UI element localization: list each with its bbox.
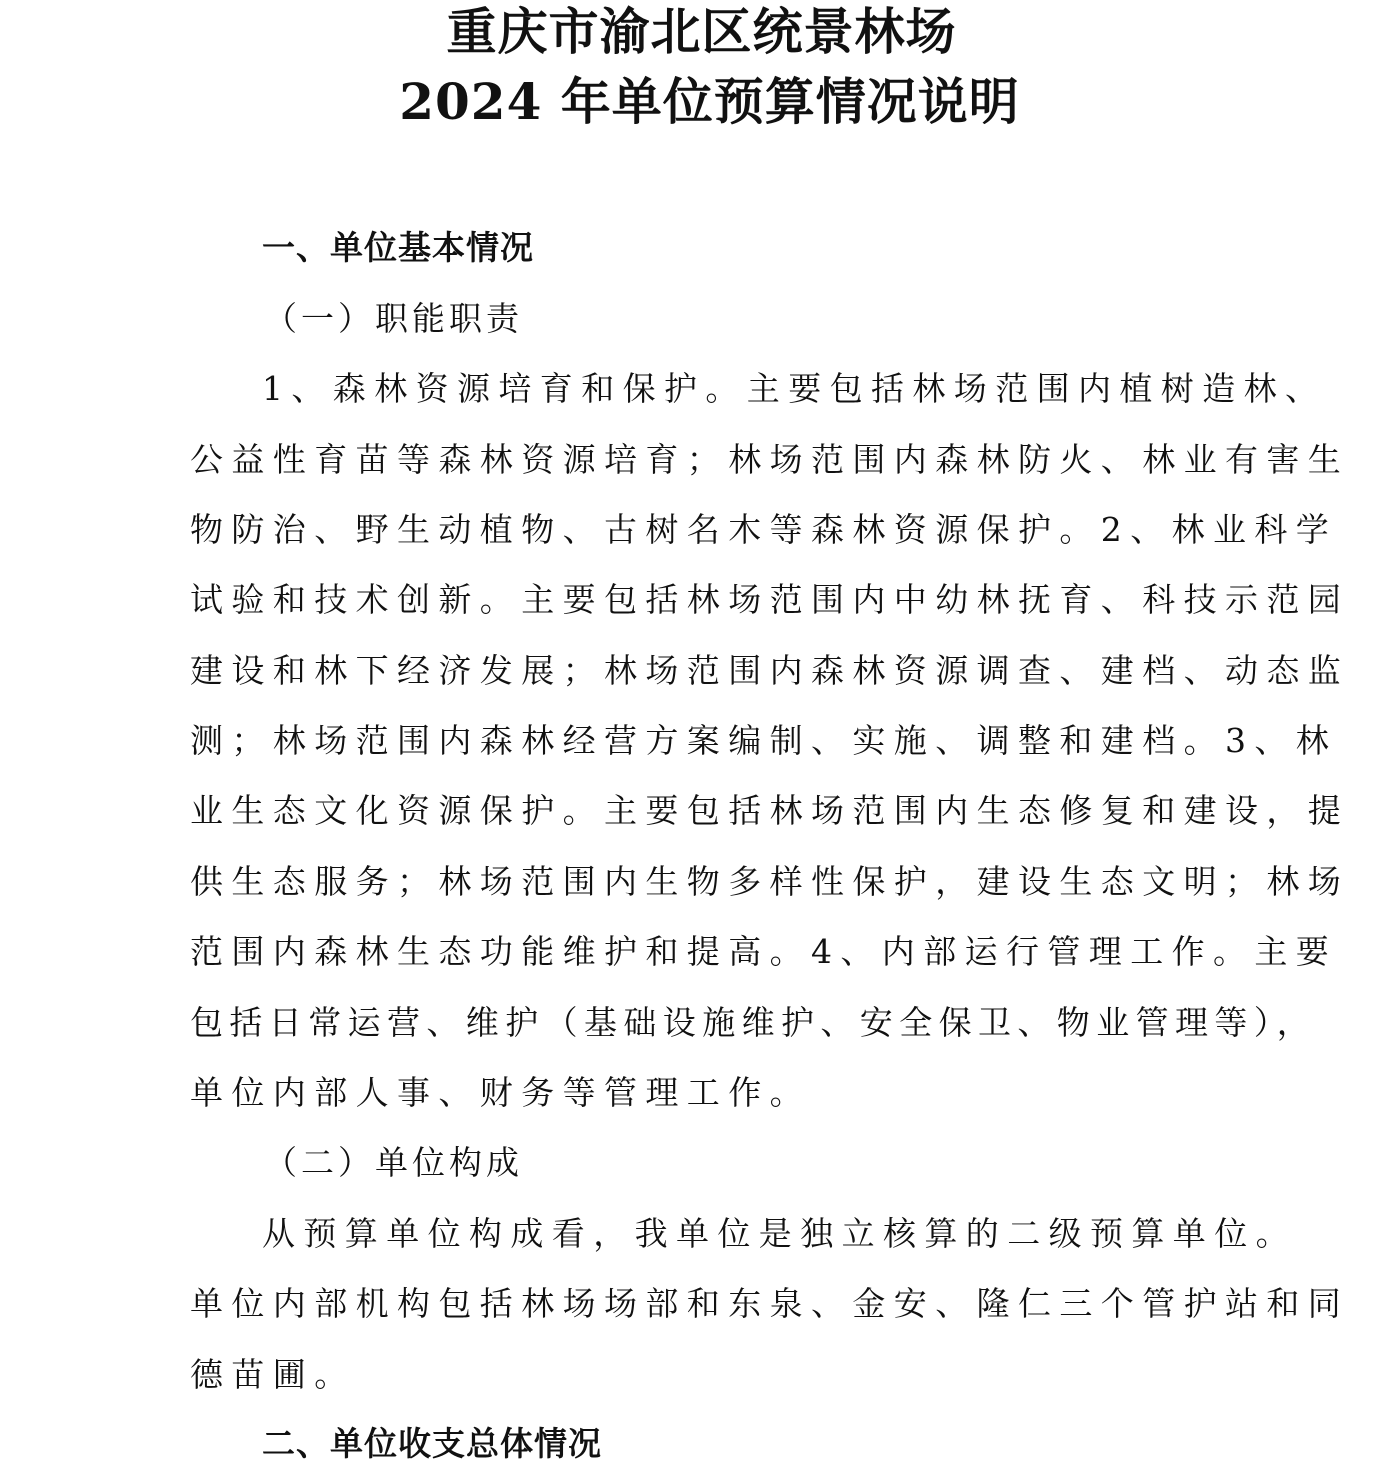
paragraph-line: 建设和林下经济发展；林场范围内森林资源调查、建档、动态监	[190, 651, 1350, 690]
paragraph-line: 单位内部人事、财务等管理工作。	[190, 1073, 811, 1112]
paragraph-line: 测；林场范围内森林经营方案编制、实施、调整和建档。3、林	[190, 721, 1338, 760]
paragraph-line: 包括日常运营、维护（基础设施维护、安全保卫、物业管理等），	[190, 1003, 1317, 1042]
paragraph-line: 范围内森林生态功能维护和提高。4、内部运行管理工作。主要	[190, 932, 1338, 971]
paragraph-line: 德苗圃。	[190, 1355, 356, 1394]
paragraph-line: 业生态文化资源保护。主要包括林场范围内生态修复和建设，提	[190, 791, 1350, 830]
paragraph-line: 物防治、野生动植物、古树名木等森林资源保护。2、林业科学	[190, 510, 1338, 549]
paragraph-line: 单位内部机构包括林场场部和东泉、金安、隆仁三个管护站和同	[190, 1284, 1350, 1323]
paragraph-line: 从预算单位构成看，我单位是独立核算的二级预算单位。	[262, 1214, 1297, 1253]
subsection-heading-composition: （二）单位构成	[264, 1143, 523, 1182]
document-title-line-1: 重庆市渝北区统景林场	[446, 2, 957, 61]
subsection-heading-functions: （一）职能职责	[264, 299, 523, 338]
section-heading-revenue-expenditure: 二、单位收支总体情况	[262, 1424, 602, 1463]
paragraph-line: 试验和技术创新。主要包括林场范围内中幼林抚育、科技示范园	[190, 580, 1350, 619]
paragraph-line: 1、森林资源培育和保护。主要包括林场范围内植树造林、	[262, 369, 1327, 408]
section-heading-basic-info: 一、单位基本情况	[262, 228, 534, 267]
document-title-line-2: 2024 年单位预算情况说明	[399, 72, 1020, 131]
paragraph-line: 供生态服务；林场范围内生物多样性保护，建设生态文明；林场	[190, 862, 1350, 901]
paragraph-line: 公益性育苗等森林资源培育；林场范围内森林防火、林业有害生	[190, 440, 1350, 479]
